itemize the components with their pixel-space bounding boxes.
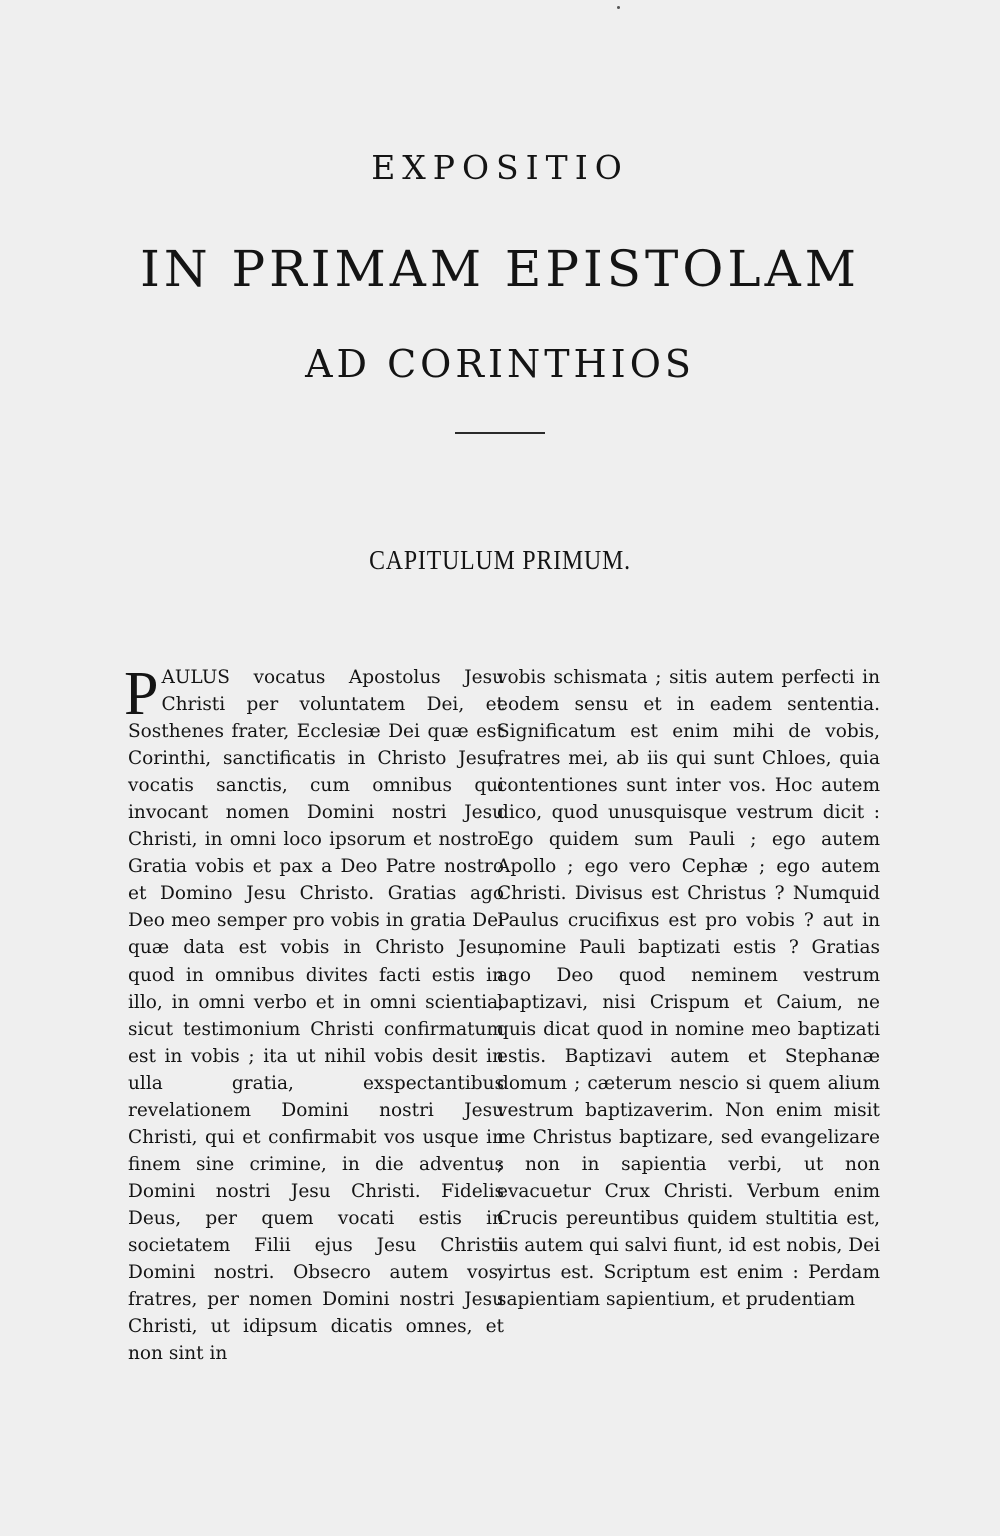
right-column-text: vobis schismata ; sitis autem perfecti in eodem sensu et in eadem sententia. Significatum est enim mihi de vobis, fratres mei, ab iis qui sunt Chloes, quia contentiones sunt inter vos. Hoc autem dico, quod unusquisque vestrum dicit : Ego quidem sum Pauli ; ego autem Apollo ; ego vero Cephæ ; ego autem Christi. Divisus est Christus ? Numquid Paulus crucifixus est pro vobis ? aut in nomine Pauli baptizati estis ? Gratias ago Deo quod neminem vestrum baptizavi, nisi Crispum et Caium, ne quis dicat quod in nomine meo baptizati estis. Baptizavi autem et Stephanæ domum ; cæterum nescio si quem alium vestrum baptizaverim. Non enim misit me Christus baptizare, sed evangelizare ; non in sapientia verbi, ut non evacuetur Crux Christi. Verbum enim Crucis pereuntibus quidem stultitia est, iis autem qui salvi fiunt, id est nobis, Dei virtus est. Scriptum est enim : Perdam sapientiam sapientium, et prudentiam	[497, 667, 880, 1311]
left-text-column	[124, 660, 504, 1367]
left-column-text: vocatus Apostolus Jesu Christi per voluntatem Dei, et Sosthenes frater, Ecclesiæ Dei quæ est Corinthi, sanctificatis in Christo Jesu, vocatis sanctis, cum omnibus qui invocant nomen Domini nostri Jesu Christi, in omni loco ipsorum et nostro. Gratia vobis et pax a Deo Patre nostro et Domino Jesu Christo. Gratias ago Deo meo semper pro vobis in gratia Dei quæ data est vobis in Christo Jesu, quod in omnibus divites facti estis in illo, in omni verbo et in omni scientia, sicut testimonium Christi confirmatum est in vobis ; ita ut nihil vobis desit in ulla gratia, exspectantibus revelationem Domini nostri Jesu Christi, qui et confirmabit vos usque in finem sine crimine, in die adventus Domini nostri Jesu Christi. Fidelis Deus, per quem vocati estis in societatem Filii ejus Jesu Christi Domini nostri. Obsecro autem vos, fratres, per nomen Domini nostri Jesu Christi, ut idipsum dicatis omnes, et non sint in	[128, 667, 504, 1365]
right-text-column	[497, 664, 880, 1313]
first-word-small-caps: AULUS	[161, 667, 230, 688]
drop-cap-letter: P	[124, 660, 159, 728]
chapter-heading: CAPITULUM PRIMUM.	[369, 545, 631, 575]
title-in-primam-epistolam: IN PRIMAM EPISTOLAM	[140, 240, 860, 298]
ink-speck	[617, 6, 620, 9]
title-ad-corinthios: AD CORINTHIOS	[305, 342, 695, 386]
title-divider-rule	[455, 432, 545, 434]
title-expositio: EXPOSITIO	[371, 148, 629, 187]
